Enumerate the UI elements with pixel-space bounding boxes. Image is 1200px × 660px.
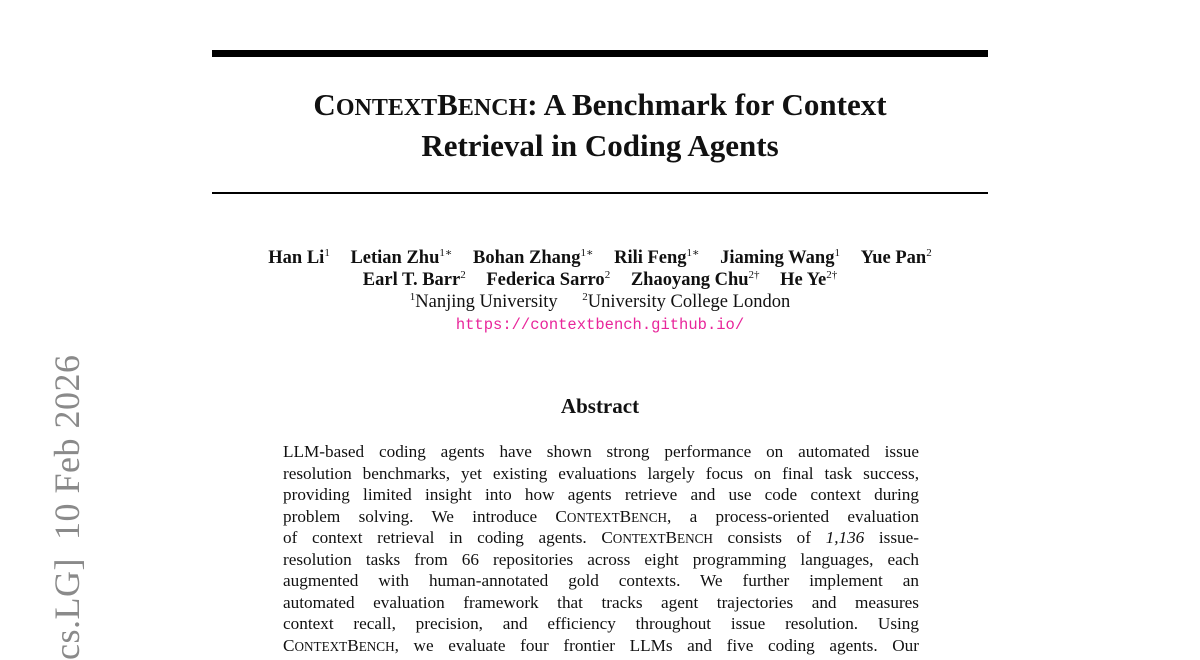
title-line-1: CONTEXTBENCH: A Benchmark for Context xyxy=(313,87,887,122)
abstract-body xyxy=(283,441,919,656)
top-rule xyxy=(212,50,988,57)
affiliations xyxy=(212,291,988,313)
abstract-line: problem solving. We introduce CONTEXTBENCH, a process-oriented evaluation xyxy=(283,506,919,526)
title-rule xyxy=(212,192,988,194)
affiliation: $^1$Nanjing University xyxy=(409,291,558,312)
abstract-line: providing limited insight into how agents retrieve and use code context during xyxy=(283,485,919,504)
affiliation: $^2$University College London xyxy=(582,291,791,312)
abstract-line: context recall, precision, and efficiency throughout issue resolution. Using xyxy=(283,614,919,633)
author-block xyxy=(212,247,988,336)
abstract-line: of context retrieval in coding agents. CONTEXTBENCH consists of 1,136 issue- xyxy=(283,528,920,547)
authors-line-1 xyxy=(212,247,988,269)
title-line-2: Retrieval in Coding Agents xyxy=(421,128,779,163)
author: Earl T. Barr$^2$ xyxy=(362,269,466,290)
project-url-line xyxy=(212,313,988,336)
abstract-line: LLM-based coding agents have shown strong performance on automated issue xyxy=(283,442,919,461)
author: Yue Pan$^2$ xyxy=(860,247,932,268)
author: He $Ye^{2\dagger}$ xyxy=(780,269,838,290)
author: Federica Sarro$^2$ xyxy=(486,269,611,290)
author: Zhaoyang Chu$^{2\dagger}$ xyxy=(630,269,760,290)
arxiv-id-fragment: cs.LG] xyxy=(47,558,87,660)
abstract-line: CONTEXTBENCH, we evaluate four frontier LLMs and five coding agents. Our xyxy=(283,635,919,655)
abstract-line: resolution benchmarks, yet existing evaluations largely focus on final task success, xyxy=(283,463,919,483)
authors-line-2 xyxy=(212,269,988,291)
abstract-line: augmented with human-annotated gold contexts. We further implement an xyxy=(283,571,919,590)
author: Jiaming Wang$^1$ xyxy=(720,247,840,268)
abstract-line: resolution tasks from 66 repositories across eight programming languages, each xyxy=(283,549,919,569)
abstract-heading: Abstract xyxy=(560,394,640,418)
paper-title xyxy=(212,86,988,165)
author: Rili Feng$^{1∗}$ xyxy=(614,247,700,268)
author: Han Li$^1$ xyxy=(268,247,330,268)
arxiv-date: 10 Feb 2026 xyxy=(47,354,87,541)
arxiv-side-stamp xyxy=(46,355,88,660)
abstract-line: automated evaluation framework that tracks agent trajectories and measures xyxy=(283,592,919,612)
author: Bohan Zhang$^{1∗}$ xyxy=(473,247,594,268)
author: Letian Zhu$^{1∗}$ xyxy=(350,247,453,268)
project-url-link[interactable]: https://contextbench.github.io/ xyxy=(455,316,745,334)
